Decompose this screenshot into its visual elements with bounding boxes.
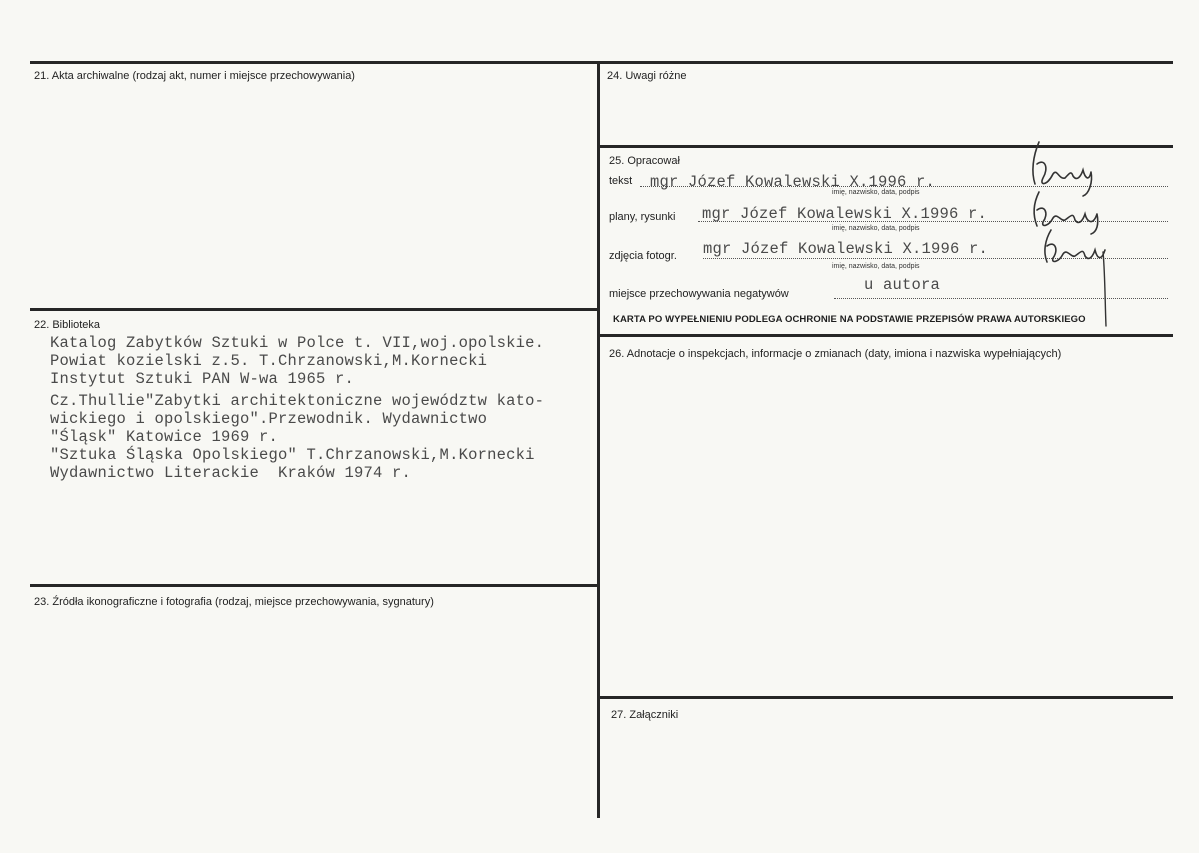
top-rule (30, 61, 1173, 64)
bibliography-line: Wydawnictwo Literackie Kraków 1974 r. (50, 464, 412, 482)
section-22-label: 22. Biblioteka (34, 319, 101, 331)
section-26-label: 26. Adnotacje o inspekcjach, informacje o zmianach (daty, imiona i nazwiska wypełniających) (609, 348, 1062, 360)
zdjecia-caption: imię, nazwisko, data, podpis (832, 263, 920, 270)
copyright-notice: KARTA PO WYPEŁNIENIU PODLEGA OCHRONIE NA PODSTAWIE PRZEPISÓW PRAWA AUTORSKIEGO (613, 314, 1086, 325)
tekst-label: tekst (609, 175, 633, 187)
rule-25-26 (597, 334, 1173, 337)
bibliography-line: "Śląsk" Katowice 1969 r. (50, 428, 279, 446)
negatywy-label: miejsce przechowywania negatywów (609, 288, 789, 300)
negatywy-value: u autora (864, 276, 941, 294)
zdjecia-label: zdjęcia fotogr. (609, 250, 677, 262)
rule-26-27 (597, 696, 1173, 699)
bibliography-line: Cz.Thullie"Zabytki architektoniczne województw kato- (50, 392, 545, 410)
tekst-value: mgr Józef Kowalewski X.1996 r. (650, 173, 936, 191)
rule-21-22 (30, 308, 599, 311)
plany-caption: imię, nazwisko, data, podpis (832, 225, 920, 232)
section-21-label: 21. Akta archiwalne (rodzaj akt, numer i miejsce przechowywania) (34, 70, 355, 82)
bibliography-line: Powiat kozielski z.5. T.Chrzanowski,M.Kornecki (50, 352, 488, 370)
rule-22-23 (30, 584, 599, 587)
zdjecia-value: mgr Józef Kowalewski X.1996 r. (703, 240, 989, 258)
section-27-label: 27. Załączniki (611, 709, 679, 721)
negatywy-dotted-line (834, 298, 1168, 299)
plany-value: mgr Józef Kowalewski X.1996 r. (702, 205, 988, 223)
bibliography-line: Katalog Zabytków Sztuki w Polce t. VII,woj.opolskie. (50, 334, 545, 352)
section-23-label: 23. Źródła ikonograficzne i fotografia (rodzaj, miejsce przechowywania, sygnatury) (34, 596, 434, 608)
tekst-caption: imię, nazwisko, data, podpis (832, 189, 920, 196)
signature-zdjecia (1035, 222, 1115, 332)
section-25-label: 25. Opracował (609, 155, 680, 167)
bibliography-line: wickiego i opolskiego".Przewodnik. Wydawnictwo (50, 410, 488, 428)
center-divider (597, 61, 600, 818)
section-24-label: 24. Uwagi różne (607, 70, 687, 82)
bibliography-line: Instytut Sztuki PAN W-wa 1965 r. (50, 370, 355, 388)
signature-tekst (1025, 138, 1105, 198)
plany-label: plany, rysunki (609, 211, 676, 223)
bibliography-line: "Sztuka Śląska Opolskiego" T.Chrzanowski,M.Kornecki (50, 446, 535, 464)
